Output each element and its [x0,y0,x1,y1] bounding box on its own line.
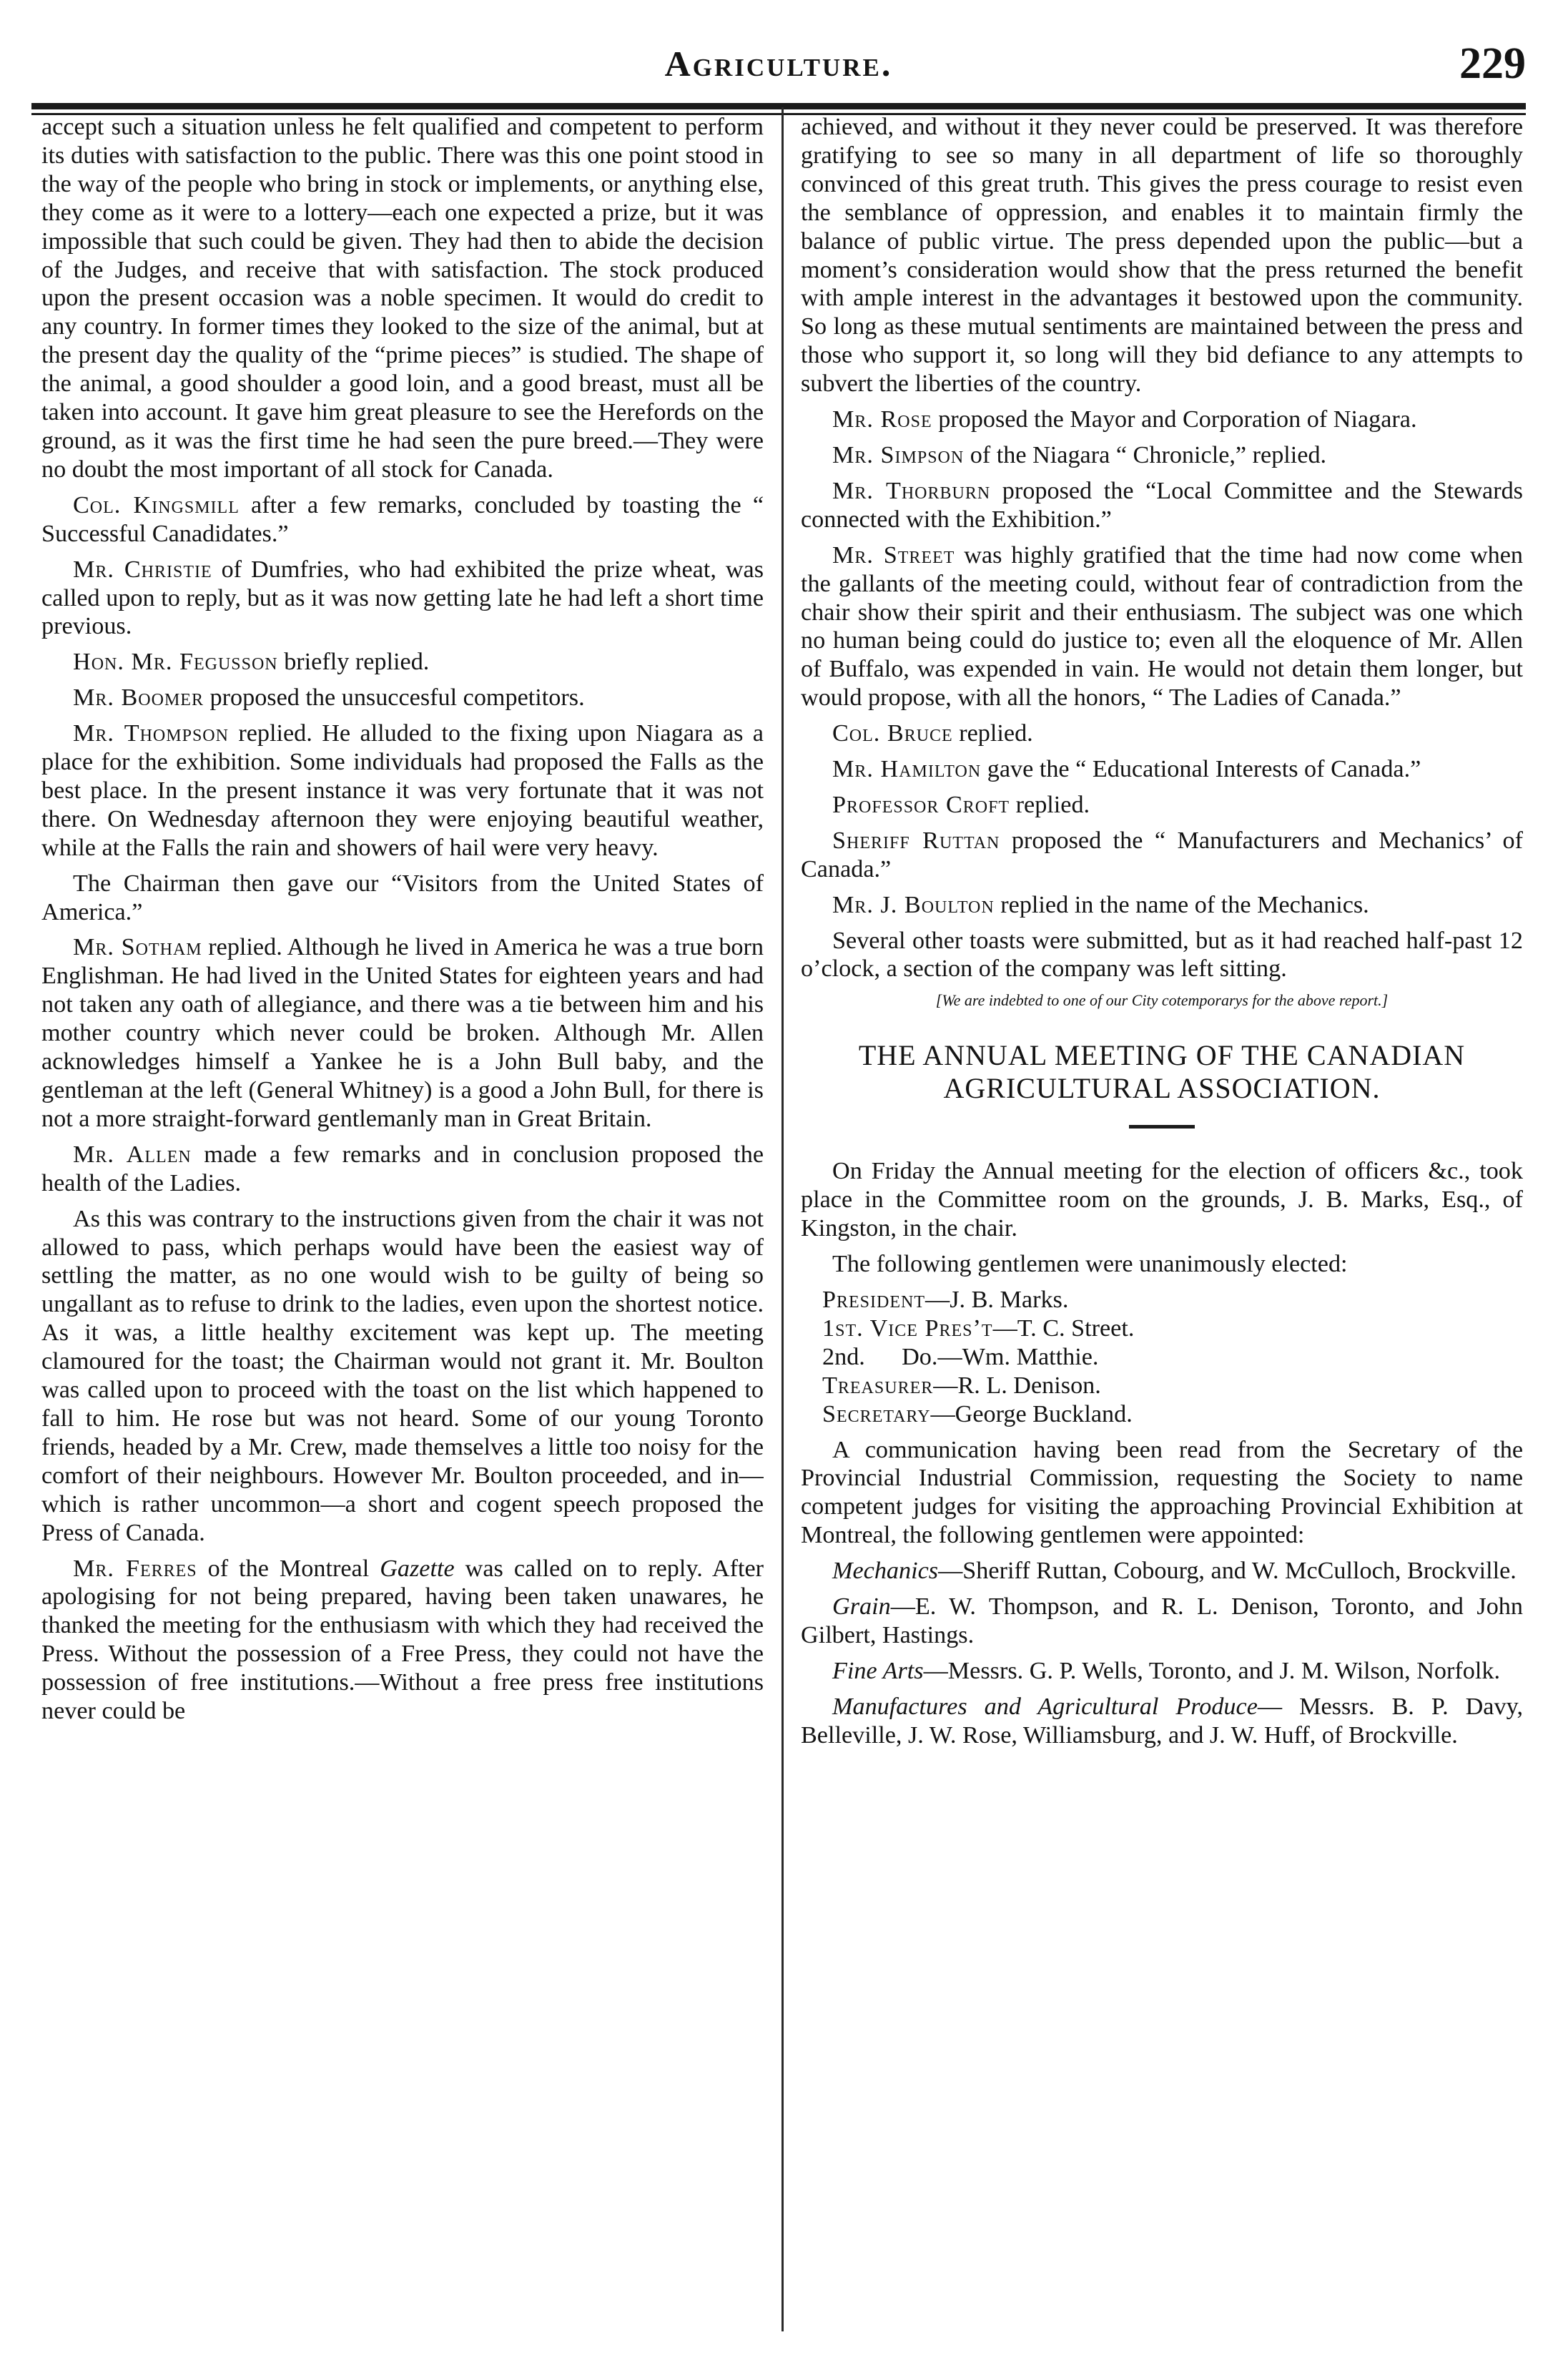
speaker-name: Mr. Christie [73,556,212,583]
paragraph-text: after a few remarks, concluded by toasting the “ Successful Canadidates.” [41,491,764,547]
speaker-name: Mr. Thorburn [832,477,991,504]
officer-list [801,1286,1523,1429]
paragraph: On Friday the Annual meeting for the election of officers &c., took place in the Committee room on the grounds, J. B. Marks, Esq., of Kingston, in the chair. [801,1158,1523,1242]
speaker-name: Col. Bruce [832,720,953,747]
judges-entry [801,1557,1523,1585]
paragraph-text: proposed the Mayor and Corporation of Niagara. [932,406,1417,433]
paragraph-text: made a few remarks and in conclusion proposed the health of the Ladies. [41,1141,764,1196]
running-title: Agriculture. [664,44,893,84]
paragraph-text: replied. [1010,791,1090,818]
paragraph [801,405,1523,434]
page-header [31,29,1526,100]
paragraph: A communication having been read from the Secretary of the Provincial Industrial Commission, requesting the Society to name competent judges for visiting the approaching Provincial Exhibition at Montreal, the following gentlemen were appointed: [801,1436,1523,1549]
paragraph-text: of the Montreal [197,1555,380,1582]
paragraph [41,491,764,549]
judges-entry [801,1593,1523,1650]
paragraph-text: proposed the unsuccesful competitors. [203,684,585,712]
paragraph [801,441,1523,470]
paragraph-text: of Dumfries, who had exhibited the prize wheat, was called upon to reply, but as it was now getting late he had left a short time previous. [41,556,764,640]
category-name: Grain [832,1593,891,1621]
newspaper-name: Gazette [380,1555,455,1582]
office-title: Secretary [822,1400,931,1427]
office-title: President [822,1287,926,1313]
speaker-name: Mr. Street [832,541,955,569]
paragraph-text: replied. Although he lived in America he was a true born Englishman. He had lived in the United States for eighteen years and had not taken any oath of allegiance, and there was a tie between him and his mother country which never could be broken. Although Mr. Allen acknowledges himself a Yankee he is a John Bull baby, and the gentleman at the left (General Whitney) is a good a John Bull, for there is not a more straight-forward gentlemanly man in Great Britain. [41,934,764,1132]
speaker-name: Mr. Hamilton [832,756,982,783]
paragraph [41,684,764,712]
paragraph-text: proposed the “ Manufacturers and Mechanics’ of Canada.” [801,827,1523,882]
paragraph [41,556,764,641]
section-rule [1129,1125,1195,1129]
speaker-name: Mr. Rose [832,406,932,433]
paragraph [41,1555,764,1726]
column-divider [781,107,784,2331]
officer-entry [801,1343,1523,1372]
source-note: [We are indebted to one of our City cotemporarys for the above report.] [935,991,1389,1010]
paragraph [41,933,764,1133]
paragraph [801,791,1523,820]
officer-name: —T. C. Street. [992,1314,1135,1342]
speaker-name: Col. Kingsmill [73,491,240,518]
paragraph [801,541,1523,712]
officer-name: —J. B. Marks. [925,1287,1069,1313]
speaker-name: Mr. Ferres [73,1555,197,1582]
paragraph: Several other toasts were submitted, but as it had reached half-past 12 o’clock, a section of the company was left sitting. [801,927,1523,983]
paragraph: The Chairman then gave our “Visitors from the United States of America.” [41,870,764,925]
officer-entry [801,1286,1523,1314]
paragraph [801,477,1523,534]
officer-name: —R. L. Denison. [933,1372,1101,1399]
paragraph [801,827,1523,884]
header-rule-thick [31,103,1526,109]
paragraph-text: — Messrs. B. P. Davy, Belleville, J. W. Rose, Williamsburg, and J. W. Huff, of Brockville. [801,1693,1523,1749]
paragraph [41,648,764,677]
officer-name: —George Buckland. [930,1400,1133,1427]
left-column [41,113,764,2337]
judges-entry [801,1657,1523,1686]
paragraph-text: —Sheriff Ruttan, Cobourg, and W. McCulloch, Brockville. [938,1558,1517,1585]
officer-entry [801,1314,1523,1343]
speaker-name: Sheriff Ruttan [832,827,1000,854]
paragraph: As this was contrary to the instructions given from the chair it was not allowed to pass, which perhaps would have been the easiest way of settling the matter, as no one would wish to be guilty of being so ungallant as to refuse to drink to the ladies, even upon the shortest notice. As it was, a little healthy excitement was kept up. The meeting clamoured for the toast; the Chairman would not grant it. Mr. Boulton was called upon to proceed with the toast on the list which happened to fall to him. He rose but was not heard. Some of our young Toronto friends, headed by a Mr. Crew, made themselves a little too noisy for the comfort of their neighbours. However Mr. Boulton proceeded, and in—which is rather uncommon—a short and cogent speech proposed the Press of Canada. [41,1205,764,1546]
category-name: Fine Arts [832,1657,924,1684]
paragraph-text: replied. He alluded to the fixing upon Niagara as a place for the exhibition. Some individuals had proposed the Falls as the best place. In the present instance it was very fortunate that it was not there. On Wednesday afternoon they were enjoying beautiful weather, while at the Falls the rain and showers of hail were very heavy. [41,720,764,861]
paragraph: achieved, and without it they never could be preserved. It was therefore gratifying to see so many in all department of life so thoroughly convinced of this great truth. This gives the press courage to resist even the semblance of oppression, and enables it to maintain firmly the balance of public virtue. The press depended upon the public—but a moment’s consideration would show that the press returned the benefit with ample interest in the advantages it bestowed upon the community. So long as these mutual sentiments are maintained between the press and those who support it, so long will they bid defiance to any attempts to subvert the liberties of the country. [801,114,1523,398]
page-number: 229 [1459,39,1526,88]
paragraph [801,891,1523,920]
paragraph-text: proposed the “Local Committee and the Stewards connected with the Exhibition.” [801,477,1523,533]
paragraph [801,719,1523,748]
speaker-name: Hon. Mr. Fegusson [73,649,278,676]
category-name: Manufactures and Agricultural Produce [832,1693,1258,1720]
speaker-name: Mr. Thompson [73,720,229,747]
paragraph-text: briefly replied. [277,649,430,676]
paragraph-text: replied. [952,720,1033,747]
speaker-name: Mr. J. Boulton [832,891,995,918]
paragraph: The following gentlemen were unanimously elected: [832,1251,1348,1278]
paragraph-text: of the Niagara “ Chronicle,” replied. [964,441,1327,468]
paragraph-text: —Messrs. G. P. Wells, Toronto, and J. M. Wilson, Norfolk. [923,1657,1500,1684]
judges-entry [801,1693,1523,1750]
paragraph [41,719,764,862]
officer-entry [801,1400,1523,1429]
officer-entry [801,1372,1523,1400]
officer-name: —Wm. Matthie. [937,1343,1099,1370]
category-name: Mechanics [832,1558,939,1585]
paragraph-text: was called on to reply. After apologising for not being prepared, having been taken unawares, he thanked the meeting for the enthusiasm with which they had received the Press. Without the possession of a Free Press, they could not have the possession of free institutions.—Without a free press free institutions never could be [41,1555,764,1725]
speaker-name: Mr. Boomer [73,684,204,712]
paragraph: accept such a situation unless he felt qualified and competent to perform its duties with satisfaction to the public. There was this one point stood in the way of the people who bring in stock or implements, or anything else, they come as it were to a lottery—each one expected a prize, but it was impossible that such could be given. They had then to abide the decision of the Judges, and receive that with satisfaction. The stock produced upon the present occasion was a noble specimen. It would do credit to any country. In former times they looked to the size of the animal, but at the present day the quality of the “prime pieces” is studied. The shape of the animal, a good shoulder a good loin, and a good breast, must all be taken into account. It gave him great pleasure to see the Herefords on the ground, as it was the first time he had seen the pure breed.—They were no doubt the most important of all stock for Canada. [41,114,764,483]
paragraph-text: replied in the name of the Mechanics. [994,891,1369,918]
speaker-name: Mr. Simpson [832,441,965,468]
right-column [801,113,1523,2337]
section-title: THE ANNUAL MEETING OF THE CANADIAN AGRICULTURAL ASSOCIATION. [858,1039,1466,1105]
paragraph-text: gave the “ Educational Interests of Canada.” [981,756,1421,783]
paragraph-text: was highly gratified that the time had now come when the gallants of the meeting could, without fear of contradiction from the chair show their spirit and their enthusiasm. The subject was one which no human being could do justice to; even all the eloquence of Mr. Allen of Buffalo, was expended in vain. He would not detain them longer, but would propose, with all the honors, “ The Ladies of Canada.” [801,541,1523,712]
speaker-name: Mr. Allen [73,1141,192,1168]
paragraph [801,755,1523,784]
speaker-name: Mr. Sotham [73,934,202,961]
office-title: 2nd. Do. [822,1343,938,1370]
paragraph-text: —E. W. Thompson, and R. L. Denison, Toronto, and John Gilbert, Hastings. [801,1593,1523,1648]
paragraph [41,1141,764,1198]
office-title: 1st. Vice Pres’t [822,1314,993,1342]
speaker-name: Professor Croft [832,791,1010,818]
office-title: Treasurer [822,1372,934,1399]
